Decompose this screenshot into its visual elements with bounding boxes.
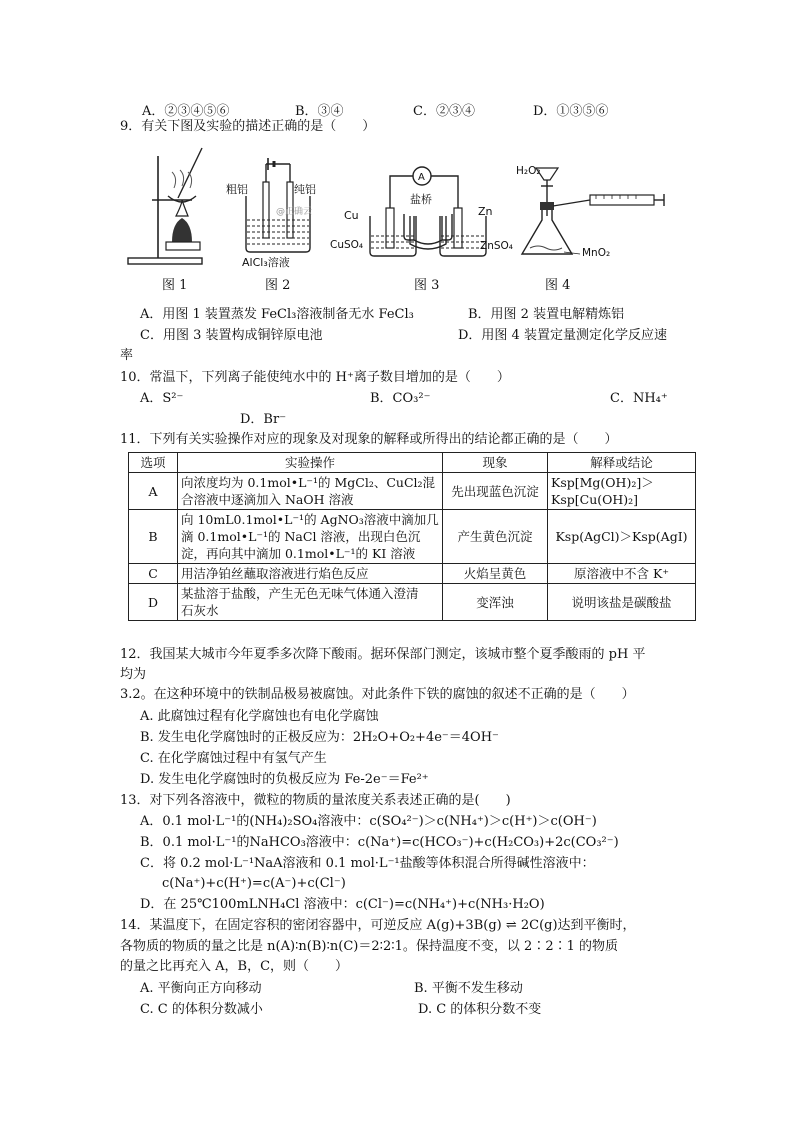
figure-4-reaction-rate [512,158,672,270]
delivery-tube [553,200,590,206]
row-c-phenomenon: 火焰呈黄色 [443,564,548,584]
watermark: @正确云 [276,207,313,217]
row-d-operation [178,584,443,621]
row-a-op-line1: 向浓度均为 0.1mol•L⁻¹的 MgCl₂、CuCl₂混 [181,475,436,490]
fig2-label-solution: AlCl₃溶液 [242,256,290,269]
row-a-con-line2: Ksp[Cu(OH)₂] [551,492,639,507]
stand-base [128,258,202,264]
row-a-op-line2: 合溶液中逐滴加入 NaOH 溶液 [181,492,354,507]
table-row [129,473,696,510]
q12-line2: 均为 [120,667,147,682]
table-row [129,510,696,564]
fig2-label-pure-al: 纯铝 [294,183,316,196]
q11-stem: 11．下列有关实验操作对应的现象及对现象的解释或所得出的结论都正确的是（ ） [120,432,618,447]
row-d-op-line1: 某盐溶于盐酸，产生无色无味气体通入澄清 [181,586,419,601]
q13-option-c-cont: c(Na⁺)+c(H⁺)=c(A⁻)+c(Cl⁻) [162,876,346,891]
fig3-label-znso4: ZnSO₄ [480,240,513,252]
fig2-caption: 图 2 [265,278,291,293]
row-a-option: A [129,473,178,510]
header-operation: 实验操作 [178,453,443,473]
fig3-label-ammeter: A [418,172,425,183]
flame [176,200,188,216]
row-b-op-line2: 滴 0.1mol•L⁻¹的 NaCl 溶液，出现白色沉 [181,529,421,544]
q12-option-a: A. 此腐蚀过程有化学腐蚀也有电化学腐蚀 [140,709,379,724]
fig4-caption: 图 4 [545,278,571,293]
q9-option-b: B．用图 2 装置电解精炼铝 [468,307,625,322]
table-row [129,564,696,584]
row-d-option: D [129,584,178,621]
q14-option-b: B. 平衡不发生移动 [414,981,523,996]
q10-option-c: C．NH₄⁺ [610,391,668,406]
q13-stem: 13．对下列各溶液中，微粒的物质的量浓度关系表述正确的是( ) [120,793,511,808]
q8-option-d: D．①③⑤⑥ [533,104,609,119]
header-phenomenon: 现象 [443,453,548,473]
row-a-phenomenon: 先出现蓝色沉淀 [443,473,548,510]
fig3-label-cuso4: CuSO₄ [330,239,364,251]
salt-bridge [414,216,442,244]
fig1-caption: 图 1 [162,278,188,293]
fig3-label-bridge: 盐桥 [410,193,432,206]
fig4-label-h2o2: H₂O₂ [516,165,541,177]
alcohol-lamp [172,218,192,242]
q8-option-a: A．②③④⑤⑥ [142,104,230,119]
stopper [540,202,554,210]
row-d-conclusion: 说明该盐是碳酸盐 [548,584,696,621]
q12-option-b: B. 发生电化学腐蚀时的正极反应为：2H₂O+O₂+4e⁻＝4OH⁻ [140,730,499,745]
q10-option-a: A．S²⁻ [140,391,184,406]
q14-line1: 14．某温度下，在固定容积的密闭容器中，可逆反应 A(g)+3B(g) ⇌ 2C(g)达到平衡时， [120,918,636,933]
q9-option-d: D．用图 4 装置定量测定化学反应速 [458,328,667,343]
q11-table [128,452,696,621]
row-b-phenomenon: 产生黄色沉淀 [443,510,548,564]
q12-line3: 3.2。在这种环境中的铁制品极易被腐蚀。对此条件下铁的腐蚀的叙述不正确的是（ ） [120,687,635,702]
q13-option-b: B．0.1 mol·L⁻¹的NaHCO₃溶液中：c(Na⁺)=c(HCO₃⁻)+c(H₂CO₃)+2c(CO₃²⁻) [140,835,619,850]
fig3-label-zn: Zn [478,205,493,218]
row-c-operation: 用洁净铂丝蘸取溶液进行焰色反应 [178,564,443,584]
q14-option-c: C. C 的体积分数减小 [140,1002,263,1017]
q14-option-a: A. 平衡向正方向移动 [140,981,262,996]
q12-option-d: D. 发生电化学腐蚀时的负极反应为 Fe-2e⁻＝Fe²⁺ [140,772,429,787]
row-a-conclusion [548,473,696,510]
row-b-operation [178,510,443,564]
header-conclusion: 解释或结论 [548,453,696,473]
header-option: 选项 [129,453,178,473]
q8-option-c: C．②③④ [413,104,475,119]
glass-rod [178,148,202,198]
q9-option-a: A．用图 1 装置蒸发 FeCl₃溶液制备无水 FeCl₃ [140,307,414,322]
q9-stem: 9．有关下图及实验的描述正确的是（ ） [120,119,376,134]
row-a-operation [178,473,443,510]
row-b-option: B [129,510,178,564]
q8-option-b: B．③④ [295,104,344,119]
q14-option-d: D. C 的体积分数不变 [418,1002,542,1017]
figure-3-galvanic-cell [330,160,520,270]
conical-flask [522,210,572,254]
q10-option-d: D．Br⁻ [240,412,287,427]
q12-option-c: C. 在化学腐蚀过程中有氢气产生 [140,751,327,766]
row-c-conclusion: 原溶液中不含 K⁺ [548,564,696,584]
q10-stem: 10．常温下，下列离子能使纯水中的 H⁺离子数目增加的是（ ） [120,370,510,385]
q9-option-d-continued: 率 [120,348,134,363]
crude-al-electrode [263,182,269,238]
row-c-option: C [129,564,178,584]
q14-line2: 各物质的物质的量之比是 n(A)∶n(B)∶n(C)＝2∶2∶1。保持温度不变，以 2∶2∶1 的物质 [120,939,618,954]
fig3-caption: 图 3 [414,278,440,293]
syringe [590,195,654,205]
figure-2-electrolysis [226,156,336,269]
table-row [129,584,696,621]
q13-option-a: A．0.1 mol·L⁻¹的(NH₄)₂SO₄溶液中：c(SO₄²⁻)＞c(NH₄⁺)＞c(H⁺)＞c(OH⁻) [140,814,597,829]
q14-line3: 的量之比再充入 A，B，C，则（ ） [120,959,349,974]
row-a-con-line1: Ksp[Mg(OH)₂]＞ [551,475,654,490]
fig2-label-crude-al: 粗铝 [226,183,248,196]
row-d-phenomenon: 变浑浊 [443,584,548,621]
table-header-row [129,453,696,473]
fig4-label-mno2: MnO₂ [582,247,611,259]
q9-option-c: C．用图 3 装置构成铜锌原电池 [140,328,323,343]
row-b-op-line1: 向 10mL0.1mol•L⁻¹的 AgNO₃溶液中滴加几 [181,512,439,527]
q10-option-b: B．CO₃²⁻ [370,391,431,406]
q13-option-c: C．将 0.2 mol·L⁻¹NaA溶液和 0.1 mol·L⁻¹盐酸等体积混合所得碱性溶液中： [140,856,595,871]
row-d-op-line2: 石灰水 [181,603,219,618]
q12-line1: 12．我国某大城市今年夏季多次降下酸雨。据环保部门测定，该城市整个夏季酸雨的 pH 平 [120,647,646,662]
figure-1-evaporation [122,146,222,270]
row-b-conclusion: Ksp(AgCl)＞Ksp(AgI) [548,510,696,564]
row-b-op-line3: 淀，再向其中滴加 0.1mol•L⁻¹的 KI 溶液 [181,546,416,561]
fig3-label-cu: Cu [344,209,359,222]
q13-option-d: D．在 25℃100mLNH₄Cl 溶液中：c(Cl⁻)=c(NH₄⁺)+c(NH₃·H₂O) [140,897,545,912]
